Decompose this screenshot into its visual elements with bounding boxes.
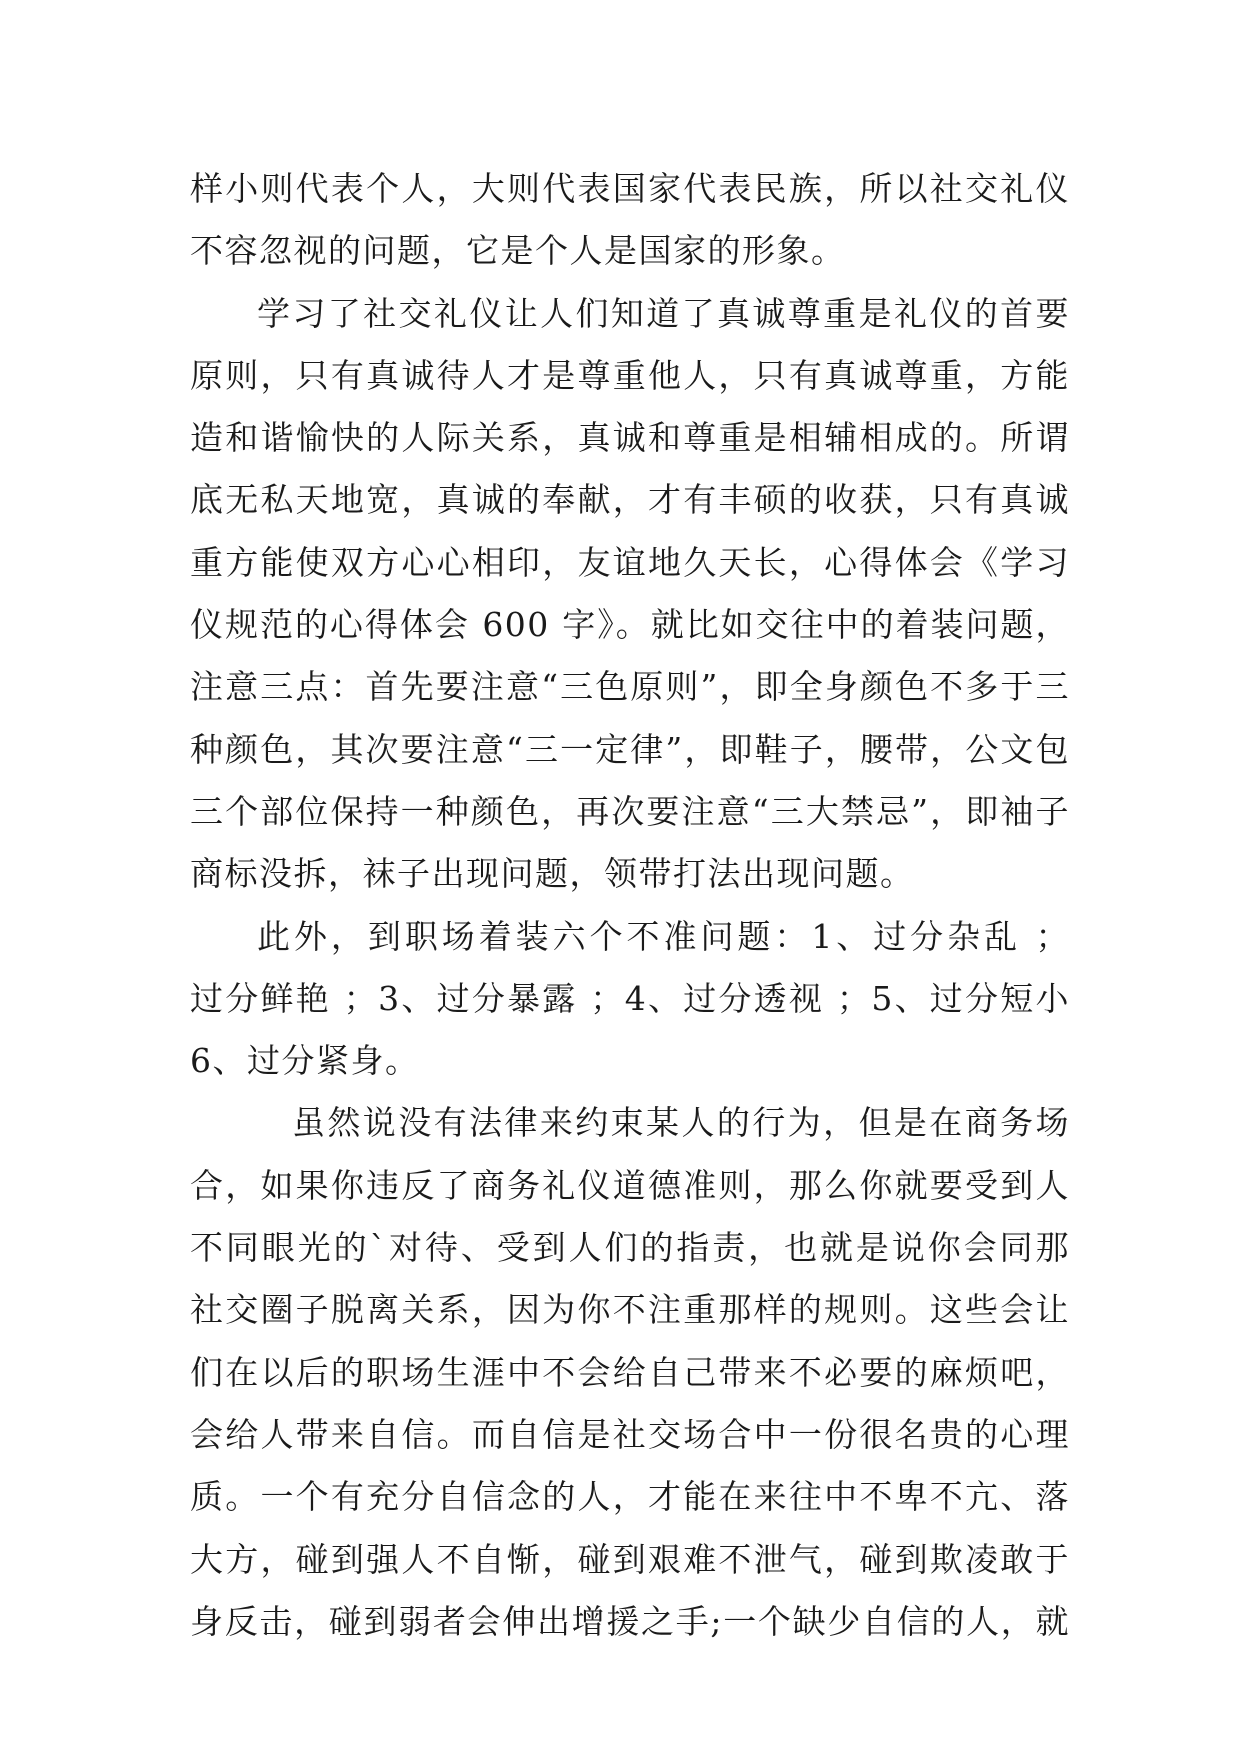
text-line: 过分鲜艳 ；3、过分暴露 ；4、过分透视 ；5、过分短小 bbox=[190, 978, 1070, 1018]
paragraph-1 bbox=[190, 158, 1070, 283]
text-line: 会给人带来自信。而自信是社交场合中一份很名贵的心理 bbox=[190, 1414, 1070, 1454]
text-line: 商标没拆，袜子出现问题，领带打法出现问题。 bbox=[190, 854, 915, 894]
paragraph-3 bbox=[190, 906, 1070, 1093]
text-line: 三个部位保持一种颜色，再次要注意“三大禁忌”，即袖子 bbox=[190, 791, 1070, 831]
text-line: 社交圈子脱离关系，因为你不注重那样的规则。这些会让 bbox=[190, 1290, 1070, 1330]
text-line: 造和谐愉快的人际关系，真诚和尊重是相辅相成的。所谓 bbox=[190, 418, 1070, 458]
text-line: 6、过分紧身。 bbox=[190, 1041, 420, 1081]
text-line: 不容忽视的问题，它是个人是国家的形象。 bbox=[190, 231, 846, 271]
text-line: 种颜色，其次要注意“三一定律”，即鞋子，腰带，公文包 bbox=[190, 729, 1070, 769]
text-line: 们在以后的职场生涯中不会给自己带来不必要的麻烦吧， bbox=[190, 1352, 1070, 1392]
text-line: 底无私天地宽，真诚的奉献，才有丰硕的收获，只有真诚 bbox=[190, 480, 1070, 520]
text-line: 大方，碰到强人不自惭，碰到艰难不泄气，碰到欺凌敢于 bbox=[190, 1539, 1070, 1579]
text-line: 原则，只有真诚待人才是尊重他人，只有真诚尊重，方能 bbox=[190, 355, 1070, 395]
text-line: 合，如果你违反了商务礼仪道德准则，那么你就要受到人 bbox=[190, 1165, 1070, 1205]
paragraph-4 bbox=[190, 1092, 1070, 1653]
text-line: 质。一个有充分自信念的人，才能在来往中不卑不亢、落 bbox=[190, 1477, 1070, 1517]
text-line: 虽然说没有法律来约束某人的行为，但是在商务场 bbox=[292, 1103, 1070, 1143]
text-line: 注意三点：首先要注意“三色原则”，即全身颜色不多于三 bbox=[190, 667, 1070, 707]
text-line: 身反击，碰到弱者会伸出增援之手;一个缺少自信的人，就 bbox=[190, 1601, 1070, 1641]
paragraph-2 bbox=[190, 283, 1070, 906]
text-line: 学习了社交礼仪让人们知道了真诚尊重是礼仪的首要 bbox=[257, 293, 1070, 333]
text-line: 此外，到职场着装六个不准问题：1、过分杂乱 ； bbox=[257, 916, 1070, 956]
text-line: 重方能使双方心心相印，友谊地久天长，心得体会《学习 bbox=[190, 542, 1070, 582]
text-line: 仪规范的心得体会 600 字》。就比如交往中的着装问题， bbox=[190, 605, 1070, 645]
body-text bbox=[190, 158, 1070, 1653]
text-line: 样小则代表个人，大则代表国家代表民族，所以社交礼仪 bbox=[190, 169, 1070, 208]
text-line: 不同眼光的`对待、受到人们的指责，也就是说你会同那 bbox=[190, 1228, 1070, 1268]
